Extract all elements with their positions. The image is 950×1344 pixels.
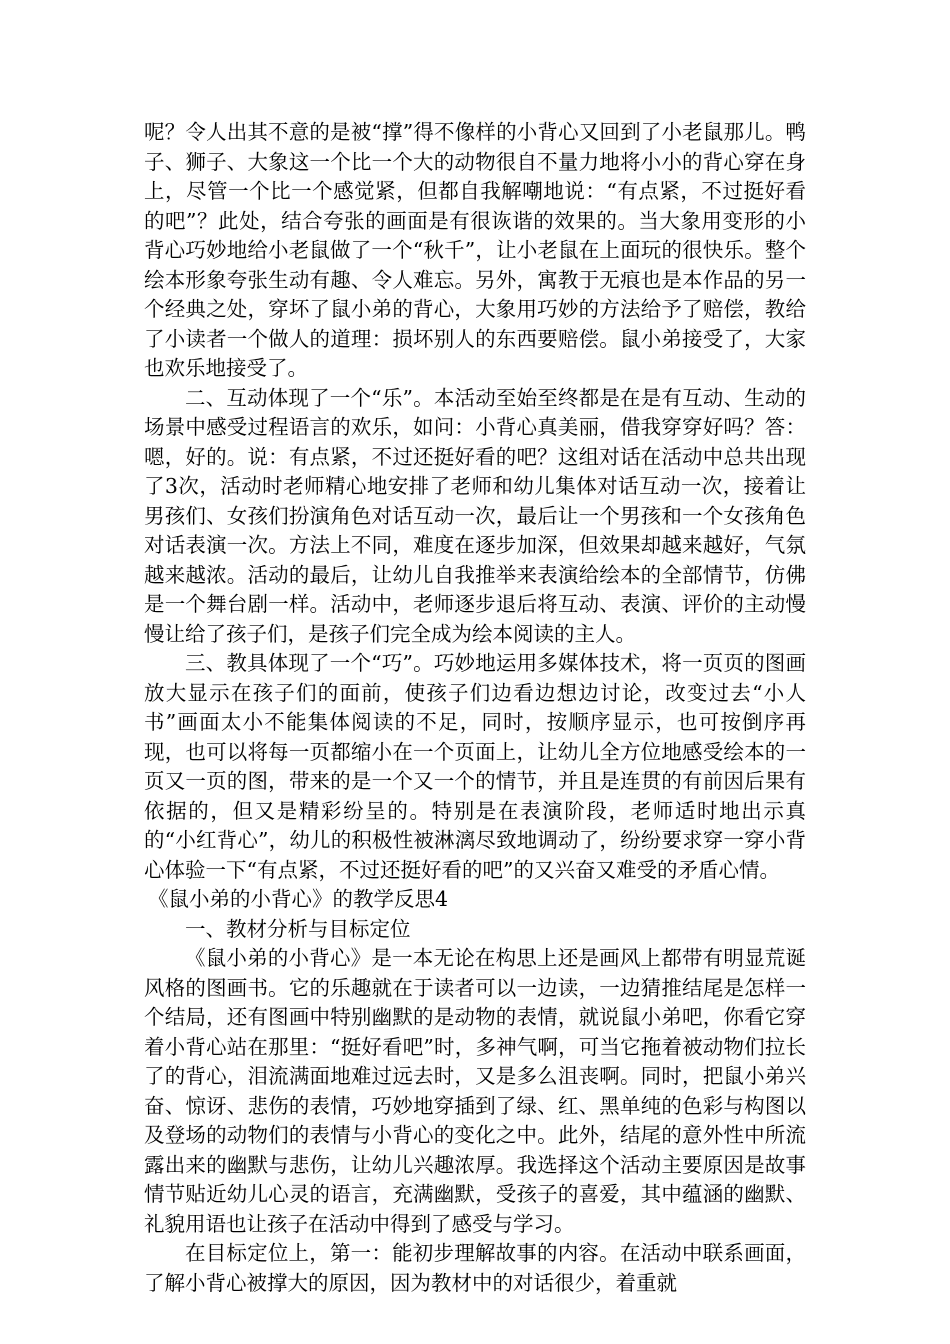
subheading: 一、教材分析与目标定位 (185, 916, 411, 941)
paragraph-teaching-aids: 三、教具体现了一个“巧”。巧妙地运用多媒体技术，将一页页的图画放大显示在孩子们的面前，使孩子们边看边想边讨论，改变过去“小人书”画面太小不能集体阅读的不足，同时，按顺序显示，也可按倒序再现，也可以将每一页都缩小在一个页面上，让幼儿全方位地感受绘本的一页又一页的图，带来的是一个又一个的情节，并且是连贯的有前因后果有依据的，但又是精彩纷呈的。特别是在表演阶段，老师适时地出示真的“小红背心”，幼儿的积极性被淋漓尽致地调动了，纷纷要求穿一穿小背心体验一下“有点紧，不过还挺好看的吧”的又兴奋又难受的矛盾心情。 (144, 651, 806, 882)
paragraph-interaction: 二、互动体现了一个“乐”。本活动至始至终都是在是有互动、生动的场景中感受过程语言的欢乐，如问：小背心真美丽，借我穿穿好吗？答：嗯，好的。说：有点紧，不过还挺好看的吧？这组对话在活动中总共出现了3次，活动时老师精心地安排了老师和幼儿集体对话互动一次，接着让男孩们、女孩们扮演角色对话互动一次，最后让一个男孩和一个女孩角色对话表演一次。方法上不同，难度在逐步加深，但效果却越来越好，气氛越来越浓。活动的最后，让幼儿自我推举来表演给绘本的全部情节，仿佛是一个舞台剧一样。活动中，老师逐步退后将互动、表演、评价的主动慢慢让给了孩子们，是孩子们完全成为绘本阅读的主人。 (144, 385, 806, 646)
paragraph-material-analysis: 《鼠小弟的小背心》是一本无论在构思上还是画风上都带有明显荒诞风格的图画书。它的乐趣就在于读者可以一边读，一边猜推结尾是怎样一个结局，还有图画中特别幽默的是动物的表情，就说鼠小弟吧，你看它穿着小背心站在那里：“挺好看吧”时，多神气啊，可当它拖着被动物们拉长了的背心，泪流满面地难过远去时，又是多么沮丧啊。同时，把鼠小弟兴奋、惊讶、悲伤的表情，巧妙地穿插到了绿、红、黑单纯的色彩与构图以及登场的动物们的表情与小背心的变化之中。此外，结尾的意外性中所流露出来的幽默与悲伤，让幼儿兴趣浓厚。我选择这个活动主要原因是故事情节贴近幼儿心灵的语言，充满幽默，受孩子的喜爱，其中蕴涵的幽默、礼貌用语也让孩子在活动中得到了感受与学习。 (144, 946, 806, 1236)
section-title: 《鼠小弟的小背心》的教学反思4 (148, 887, 449, 911)
paragraph-goal-positioning: 在目标定位上，第一：能初步理解故事的内容。在活动中联系画面，了解小背心被撑大的原因，因为教材中的对话很少，着重就 (144, 1241, 806, 1295)
paragraph-continued: 呢？令人出其不意的是被“撑”得不像样的小背心又回到了小老鼠那儿。鸭子、狮子、大象这一个比一个大的动物很自不量力地将小小的背心穿在身上，尽管一个比一个感觉紧，但都自我解嘲地说：“有点紧，不过挺好看的吧”？此处，结合夸张的画面是有很诙谐的效果的。当大象用变形的小背心巧妙地给小老鼠做了一个“秋千”，让小老鼠在上面玩的很快乐。整个绘本形象夸张生动有趣、令人难忘。另外，寓教于无痕也是本作品的另一个经典之处，穿坏了鼠小弟的背心，大象用巧妙的方法给予了赔偿，教给了小读者一个做人的道理：损坏别人的东西要赔偿。鼠小弟接受了，大家也欢乐地接受了。 (144, 120, 806, 380)
document-page (144, 118, 806, 1298)
